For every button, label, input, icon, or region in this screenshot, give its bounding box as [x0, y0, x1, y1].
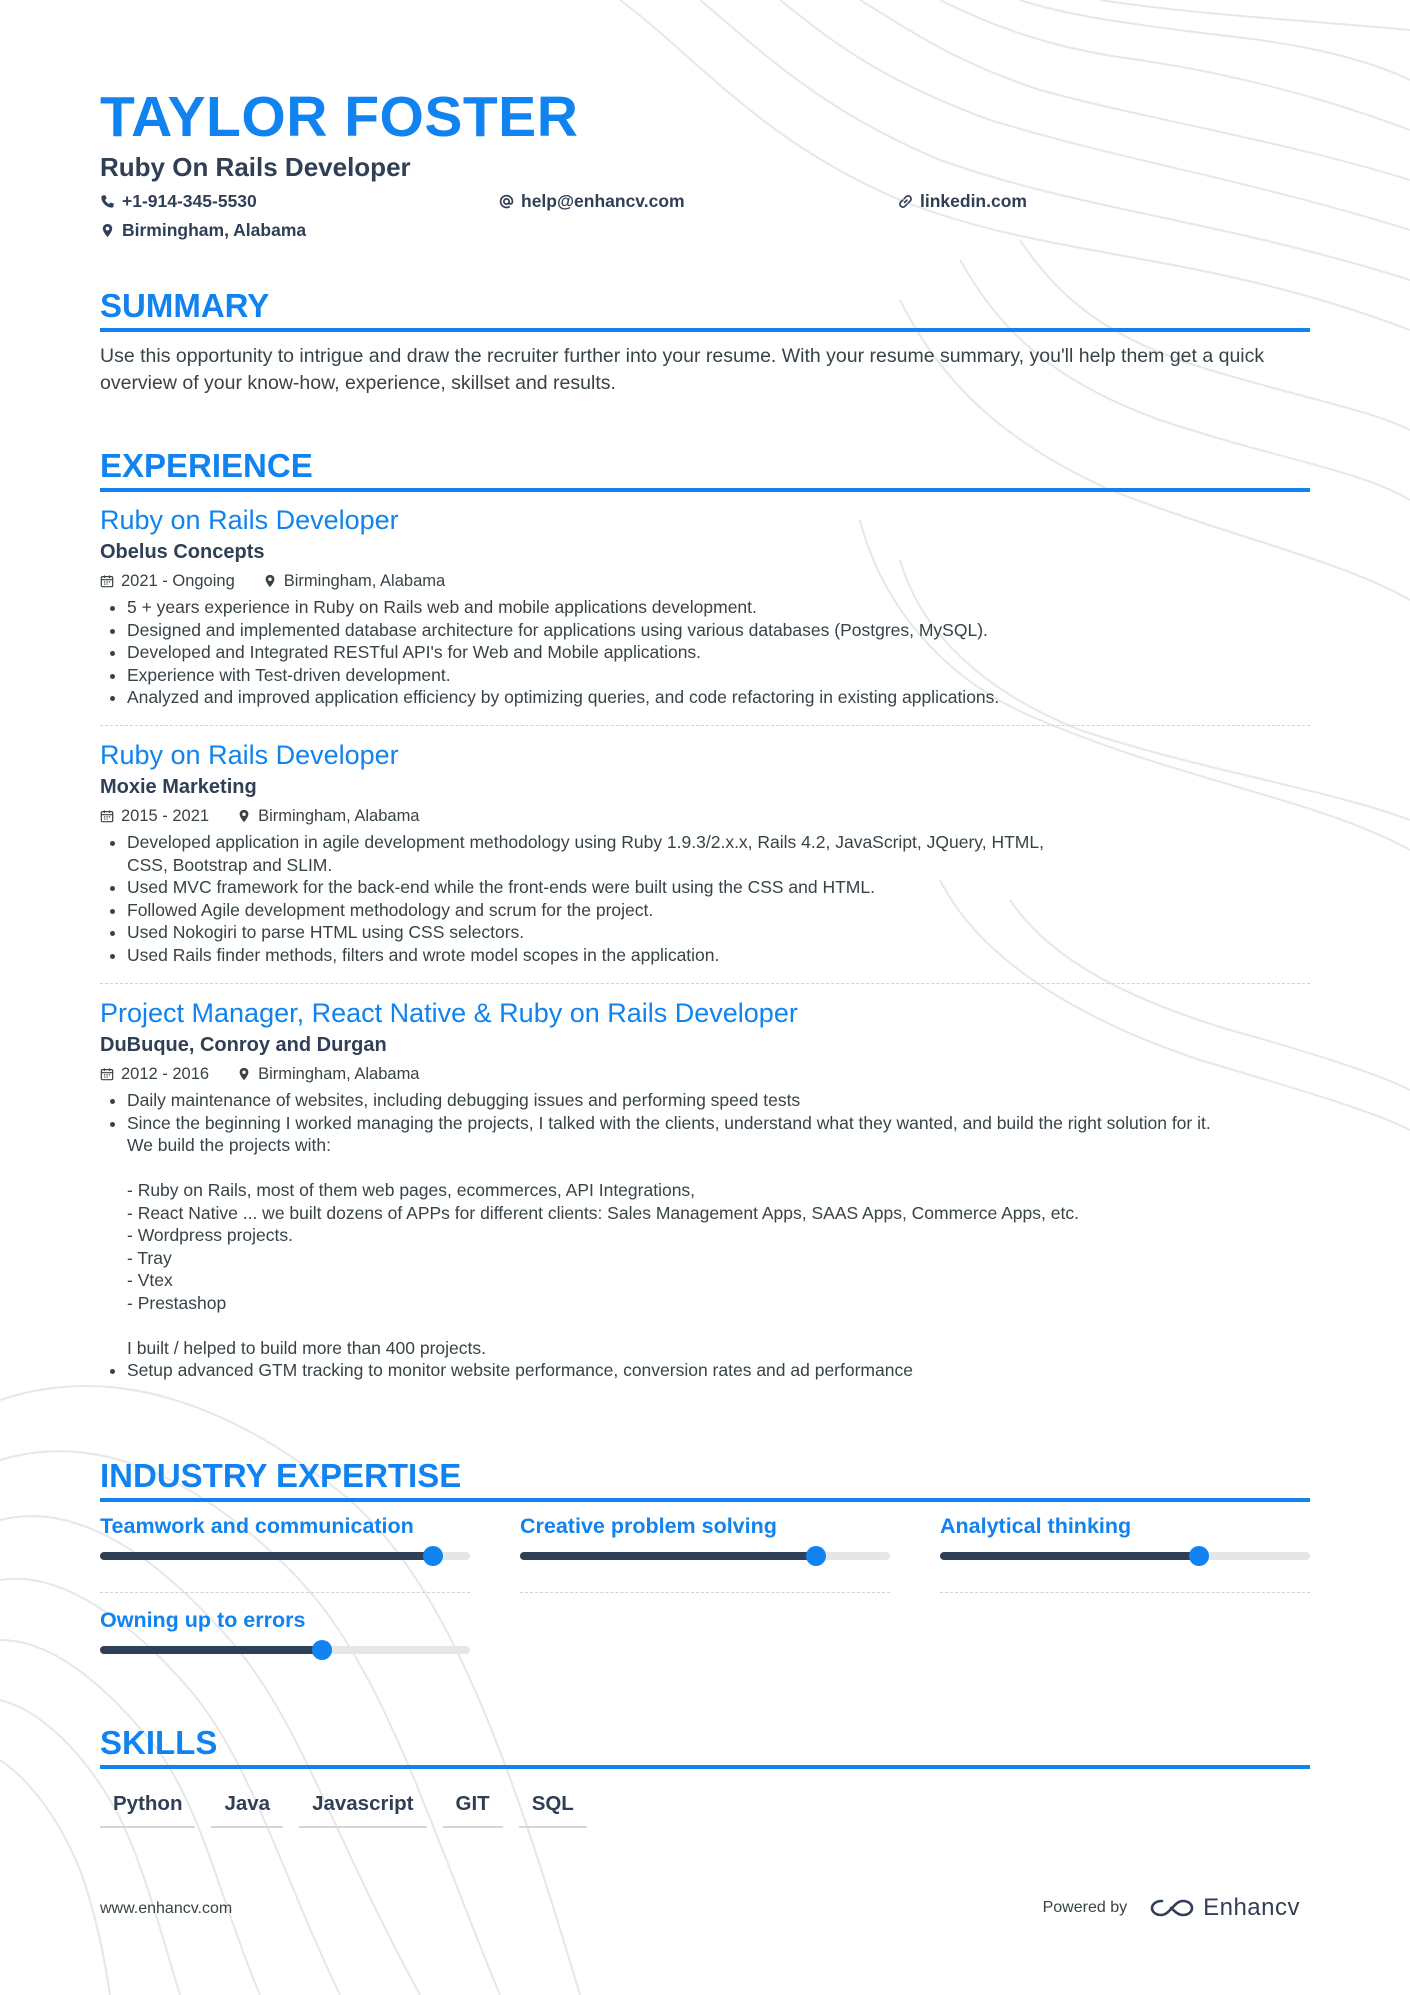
job-dates: 2012 - 2016: [100, 1063, 209, 1085]
location-text: Birmingham, Alabama: [122, 220, 307, 240]
expertise-level-knob: [423, 1546, 443, 1566]
skill-tag: GIT: [443, 1790, 503, 1828]
contact-phone[interactable]: [100, 191, 257, 212]
list-item: • Used Nokogiri to parse HTML using CSS selectors.: [127, 921, 1087, 944]
list-item: • 5 + years experience in Ruby on Rails web and mobile applications development.: [127, 596, 1310, 619]
expertise-level-fill: [100, 1646, 322, 1654]
skill-tag: Javascript: [299, 1790, 426, 1828]
expertise-level-knob: [1189, 1546, 1209, 1566]
location-pin-icon: [237, 809, 251, 823]
list-item: • Followed Agile development methodology and scrum for the project.: [127, 899, 1087, 922]
job-location: Birmingham, Alabama: [237, 805, 419, 827]
experience-entry-2: [100, 738, 1310, 966]
expertise-item: [100, 1606, 470, 1654]
list-item: • Analyzed and improved application efficiency by optimizing queries, and code refactoring in existing applications.: [127, 686, 1310, 709]
skills-heading: SKILLS: [100, 1723, 1310, 1769]
expertise-name: Owning up to errors: [100, 1608, 306, 1632]
contact-location: [100, 220, 306, 241]
list-item: • Used Rails finder methods, filters and wrote model scopes in the application.: [127, 944, 1087, 967]
expertise-name: Creative problem solving: [520, 1514, 777, 1538]
location-pin-icon: [100, 223, 115, 238]
summary-heading: SUMMARY: [100, 286, 1310, 332]
company-name: DuBuque, Conroy and Durgan: [100, 1034, 387, 1056]
contact-linkedin[interactable]: [898, 191, 1027, 212]
entry-divider: [100, 725, 1310, 726]
job-title: Project Manager, React Native & Ruby on Rails Developer: [100, 998, 798, 1028]
powered-by-label: Powered by: [1042, 1899, 1128, 1916]
at-icon: [499, 194, 514, 209]
calendar-icon: [100, 574, 114, 588]
expertise-divider: [940, 1592, 1310, 1593]
expertise-item: [100, 1512, 470, 1560]
footer-website[interactable]: www.enhancv.com: [100, 1900, 233, 1917]
experience-heading: EXPERIENCE: [100, 446, 1310, 492]
expertise-level-knob: [312, 1640, 332, 1660]
list-item: • Designed and implemented database architecture for applications using various databases (Postgres, MySQL).: [127, 619, 1310, 642]
job-location: Birmingham, Alabama: [263, 570, 445, 592]
footer-branding: [1043, 1894, 1300, 1922]
contact-email[interactable]: [499, 191, 685, 212]
expertise-divider: [520, 1592, 890, 1593]
calendar-icon: [100, 1067, 114, 1081]
expertise-divider: [100, 1592, 470, 1593]
skill-tag: Java: [211, 1790, 283, 1828]
expertise-name: Analytical thinking: [940, 1514, 1132, 1538]
list-item: • Used MVC framework for the back-end while the front-ends were built using the CSS and HTML.: [127, 876, 1087, 899]
company-name: Moxie Marketing: [100, 776, 257, 798]
list-item: • Setup advanced GTM tracking to monitor website performance, conversion rates and ad performance: [127, 1359, 1310, 1382]
job-meta: [100, 1063, 1310, 1085]
skill-tag: Python: [100, 1790, 195, 1828]
expertise-level-bar: [940, 1552, 1310, 1560]
job-title: Ruby on Rails Developer: [100, 505, 399, 535]
job-dates: 2015 - 2021: [100, 805, 209, 827]
expertise-name: Teamwork and communication: [100, 1514, 414, 1538]
skills-tags: [100, 1790, 587, 1828]
job-bullets: [100, 831, 1087, 966]
list-item: • Experience with Test-driven development.: [127, 664, 1310, 687]
experience-entry-1: [100, 503, 1310, 709]
job-title: Ruby on Rails Developer: [100, 740, 399, 770]
expertise-item: [940, 1512, 1310, 1560]
expertise-level-knob: [806, 1546, 826, 1566]
calendar-icon: [100, 809, 114, 823]
job-dates: 2021 - Ongoing: [100, 570, 235, 592]
email-text: help@enhancv.com: [521, 191, 685, 211]
candidate-name: TAYLOR FOSTER: [100, 85, 579, 149]
enhancv-logo[interactable]: [1149, 1894, 1300, 1922]
phone-icon: [100, 194, 115, 209]
entry-divider: [100, 983, 1310, 984]
job-meta: [100, 805, 1310, 827]
list-item: • Since the beginning I worked managing the projects, I talked with the clients, understand what they wanted, and build the right solution for it. We build the projects with: - Ruby on Rails, most of them web pages, ecommerces, API Integrations, - React Native ... we built dozens of APPs for different clients: Sales Management Apps, SAAS Apps, Commerce Apps, etc. - Wordpress projects. - Tray - Vtex - Prestashop I built / helped to build more than 400 projects.: [127, 1112, 1310, 1360]
brand-name: Enhancv: [1203, 1894, 1300, 1921]
summary-text: Use this opportunity to intrigue and draw the recruiter further into your resume. With your resume summary, you'll help them get a quick overview of your know-how, experience, skillset and results.: [100, 345, 1265, 394]
expertise-level-fill: [100, 1552, 433, 1560]
expertise-heading: INDUSTRY EXPERTISE: [100, 1456, 1310, 1502]
location-pin-icon: [237, 1067, 251, 1081]
location-pin-icon: [263, 574, 277, 588]
expertise-level-bar: [100, 1552, 470, 1560]
job-bullets: [100, 1089, 1310, 1382]
expertise-level-bar: [100, 1646, 470, 1654]
company-name: Obelus Concepts: [100, 541, 265, 563]
list-item: • Daily maintenance of websites, including debugging issues and performing speed tests: [127, 1089, 1310, 1112]
phone-text: +1-914-345-5530: [122, 191, 257, 211]
list-item: • Developed and Integrated RESTful API's for Web and Mobile applications.: [127, 641, 1310, 664]
job-meta: [100, 570, 1310, 592]
experience-entry-3: [100, 996, 1310, 1382]
skill-tag: SQL: [519, 1790, 587, 1828]
job-location: Birmingham, Alabama: [237, 1063, 419, 1085]
job-bullets: [100, 596, 1310, 709]
list-item: • Developed application in agile development methodology using Ruby 1.9.3/2.x.x, Rails 4.2, JavaScript, JQuery, HTML, CSS, Bootstrap and SLIM.: [127, 831, 1087, 876]
expertise-level-fill: [520, 1552, 816, 1560]
candidate-role: Ruby On Rails Developer: [100, 152, 411, 182]
expertise-level-bar: [520, 1552, 890, 1560]
expertise-item: [520, 1512, 890, 1560]
enhancv-logo-icon: [1149, 1897, 1195, 1919]
expertise-level-fill: [940, 1552, 1199, 1560]
linkedin-text: linkedin.com: [920, 191, 1027, 211]
link-icon: [898, 194, 913, 209]
